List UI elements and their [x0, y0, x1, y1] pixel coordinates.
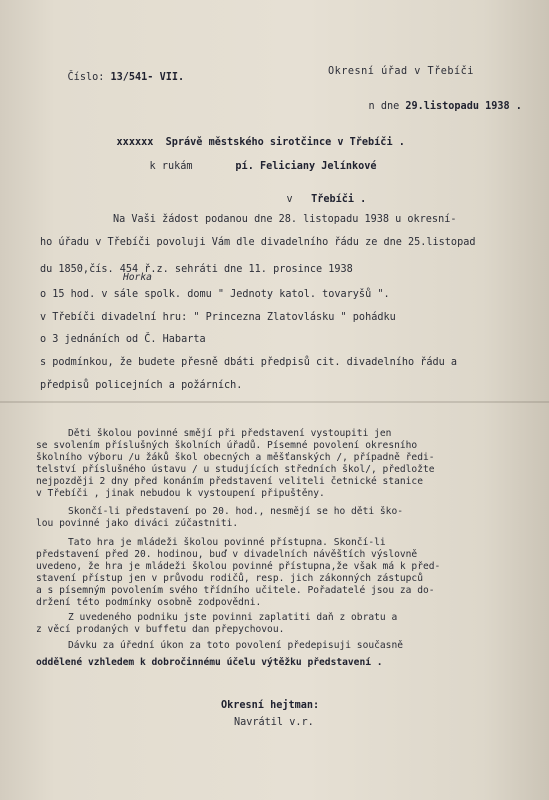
body-line: s podmínkou, že budete přesně dbáti předpisů cit. divadelního řádu a [40, 357, 458, 368]
reference-label: Číslo: [67, 72, 105, 83]
paper-fold [0, 401, 549, 403]
youth-line: představení před 20. hodinou, buď v divadelních návěštích výslovně [36, 549, 418, 560]
youth-line: uvedeno, že hra je mládeži školou povinné přístupna,že však má k před- [36, 561, 441, 572]
signature-name: Navrátil v.r. [234, 717, 314, 728]
date-value: 29.listopadu 1938 . [405, 101, 522, 112]
fee-line: oddělené vzhledem k dobročinnému účelu výtěžku představení . [36, 657, 383, 668]
children-line: Skončí-li představení po 20. hod., nesmějí se ho děti ško- [68, 506, 404, 517]
children-line: se svolením příslušných školních úřadů. Písemné povolení okresního [36, 440, 418, 451]
youth-line: stavení přístup jen v průvodu rodičů, resp. jich zákonných zástupců [36, 573, 423, 584]
tax-line: z věcí prodaných v buffetu dan přepychovou. [36, 624, 285, 635]
body-line: ho úřadu v Třebíči povoluji Vám dle divadelního řádu ze dne 25.listopad [40, 237, 476, 248]
body-line: du 1850,čís. 454 ř.z. sehráti dne 11. prosince 1938 [40, 264, 353, 275]
body-line: Na Vaši žádost podanou dne 28. listopadu 1938 u okresní- [113, 214, 457, 225]
handwritten-note: Horka [123, 272, 152, 283]
addressee-city: Třebíči . [311, 194, 367, 205]
reference-value: 13/541- VII. [110, 72, 185, 83]
body-line: o 15 hod. v sále spolk. domu " Jednoty katol. tovaryšů ". [40, 289, 390, 300]
tax-line: Z uvedeného podniku jste povinni zaplatiti daň z obratu a [68, 612, 398, 623]
children-line: nejpozději 2 dny před konáním představení veliteli četnické stanice [36, 476, 423, 487]
fee-line: Dávku za úřední úkon za toto povolení předepisuji současně [68, 640, 404, 651]
signature-title: Okresní hejtman: [221, 700, 320, 711]
body-line: o 3 jednáních od Č. Habarta [40, 334, 206, 345]
children-line: školního výboru /u žáků škol obecných a měšťanských /, případně ředi- [36, 452, 435, 463]
struck-text: xxxxxx [116, 137, 154, 148]
children-line: telství příslušného ústavu / u studujících středních škol/, předložte [36, 464, 435, 475]
office-name: Okresní úřad v Třebíči [328, 66, 474, 77]
children-line: v Třebíči , jinak nebudou k vystoupení připuštěny. [36, 488, 325, 499]
body-line: v Třebíči divadelní hru: " Princezna Zlatovlásku " pohádku [40, 312, 396, 323]
children-line: Děti školou povinné smějí při představení vystoupiti jen [68, 428, 392, 439]
reference-number [43, 60, 184, 96]
addressee-institution: Správě městského sirotčince v Třebíči . [165, 137, 405, 148]
in-label: v [286, 194, 293, 205]
youth-line: držení této podmínky osobně zodpovědni. [36, 597, 262, 608]
addressee-line-2 [125, 149, 377, 185]
youth-line: a s písemným povolením svého třídního učitele. Pořadatelé jsou za do- [36, 585, 435, 596]
date-prefix: n dne [368, 101, 400, 112]
date-line [344, 89, 522, 125]
to-hands-label: k rukám [149, 161, 193, 172]
addressee-person: pí. Feliciany Jelínkové [235, 161, 377, 172]
body-line: předpisů policejních a požárních. [40, 380, 243, 391]
addressee-line-3 [262, 182, 366, 218]
children-line: lou povinné jako diváci zúčastniti. [36, 518, 239, 529]
youth-line: Tato hra je mládeži školou povinné přístupna. Skončí-li [68, 537, 386, 548]
